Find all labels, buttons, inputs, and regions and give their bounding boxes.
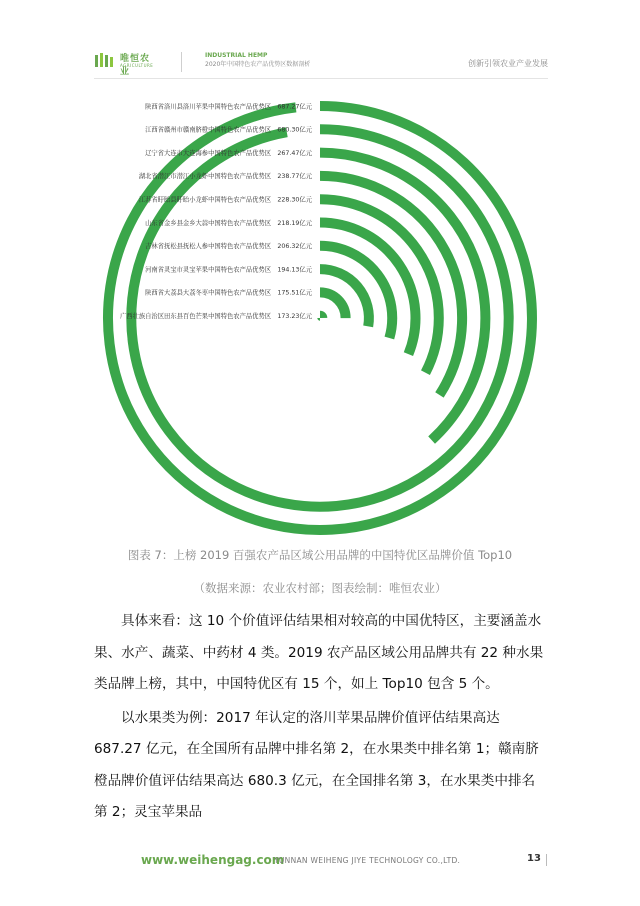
- chart-svg: [0, 80, 640, 550]
- paragraph: 具体来看：这 10 个价值评估结果相对较高的中国优特区，主要涵盖水果、水产、蔬菜、中药材 4 类。2019 农产品区域公用品牌共有 22 种水果类品牌上榜，其中，中国特优区有 15 个，如上 Top10 包含 5 个。: [94, 613, 544, 692]
- footer-company: YUNNAN WEIHENG JIYE TECHNOLOGY CO.,LTD.: [274, 856, 461, 865]
- logo-text: 唯恒农业: [120, 54, 151, 77]
- footer-url: www.weihengag.com: [141, 853, 285, 867]
- chart-row-label: 辽宁省大连市大连海参中国特色农产品优势区 267.47亿元: [145, 149, 312, 157]
- logo-subtext: AGRICULTURE: [120, 63, 154, 68]
- header-title: [205, 52, 365, 69]
- chart-row-label: 江苏省盱眙县盱眙小龙虾中国特色农产品优势区 228.30亿元: [138, 196, 312, 204]
- header-rule: [94, 78, 548, 79]
- leaf-logo-icon: [94, 52, 116, 68]
- chart-row-label: 陕西省大荔县大荔冬枣中国特色农产品优势区 175.51亿元: [145, 289, 312, 297]
- chart-arc: [320, 316, 322, 318]
- chart-row-label: 河南省灵宝市灵宝苹果中国特色农产品优势区 194.13亿元: [145, 266, 312, 274]
- header-divider: [181, 52, 182, 72]
- chart-row-label: 江西省赣州市赣南脐橙中国特色农产品优势区 680.30亿元: [145, 126, 312, 134]
- body-text: [94, 606, 546, 829]
- page-header: [0, 0, 640, 80]
- chart-row-label: 吉林省抚松县抚松人参中国特色农产品优势区 206.32亿元: [145, 243, 312, 251]
- chart-row-label: 广西壮族自治区田东县百色芒果中国特色农产品优势区 173.23亿元: [119, 313, 312, 320]
- header-title-cn: 2020年中国特色农产品优势区数据剖析: [205, 61, 311, 68]
- radial-bar-chart: [0, 80, 640, 550]
- page-footer: [0, 845, 640, 875]
- chart-row-label: 湖北省潜江市潜江小龙虾中国特色农产品优势区 238.77亿元: [138, 173, 312, 181]
- figure-source: （数据来源：农业农村部；图表绘制：唯恒农业）: [193, 581, 447, 595]
- paragraph: 以水果类为例：2017 年认定的洛川苹果品牌价值评估结果高达 687.27 亿元，在全国所有品牌中排名第 2，在水果类中排名第 1；赣南脐橙品牌价值评估结果高达 680.3 亿元，在全国排名第 3，在水果类中排名第 2；灵宝苹果品: [94, 709, 539, 820]
- footer-divider: [546, 854, 547, 866]
- figure-caption: 图表 7：上榜 2019 百强农产品区域公用品牌的中国特优区品牌价值 Top10: [127, 548, 513, 562]
- header-slogan: 创新引领农业产业发展: [468, 59, 548, 68]
- page-number: 13: [527, 853, 541, 864]
- chart-row-label: 陕西省洛川县洛川苹果中国特色农产品优势区 687.27亿元: [145, 103, 312, 111]
- company-logo: [94, 50, 158, 77]
- chart-row-label: 山东省金乡县金乡大蒜中国特色农产品优势区 218.19亿元: [145, 219, 312, 227]
- header-title-en: INDUSTRIAL HEMP: [205, 52, 268, 59]
